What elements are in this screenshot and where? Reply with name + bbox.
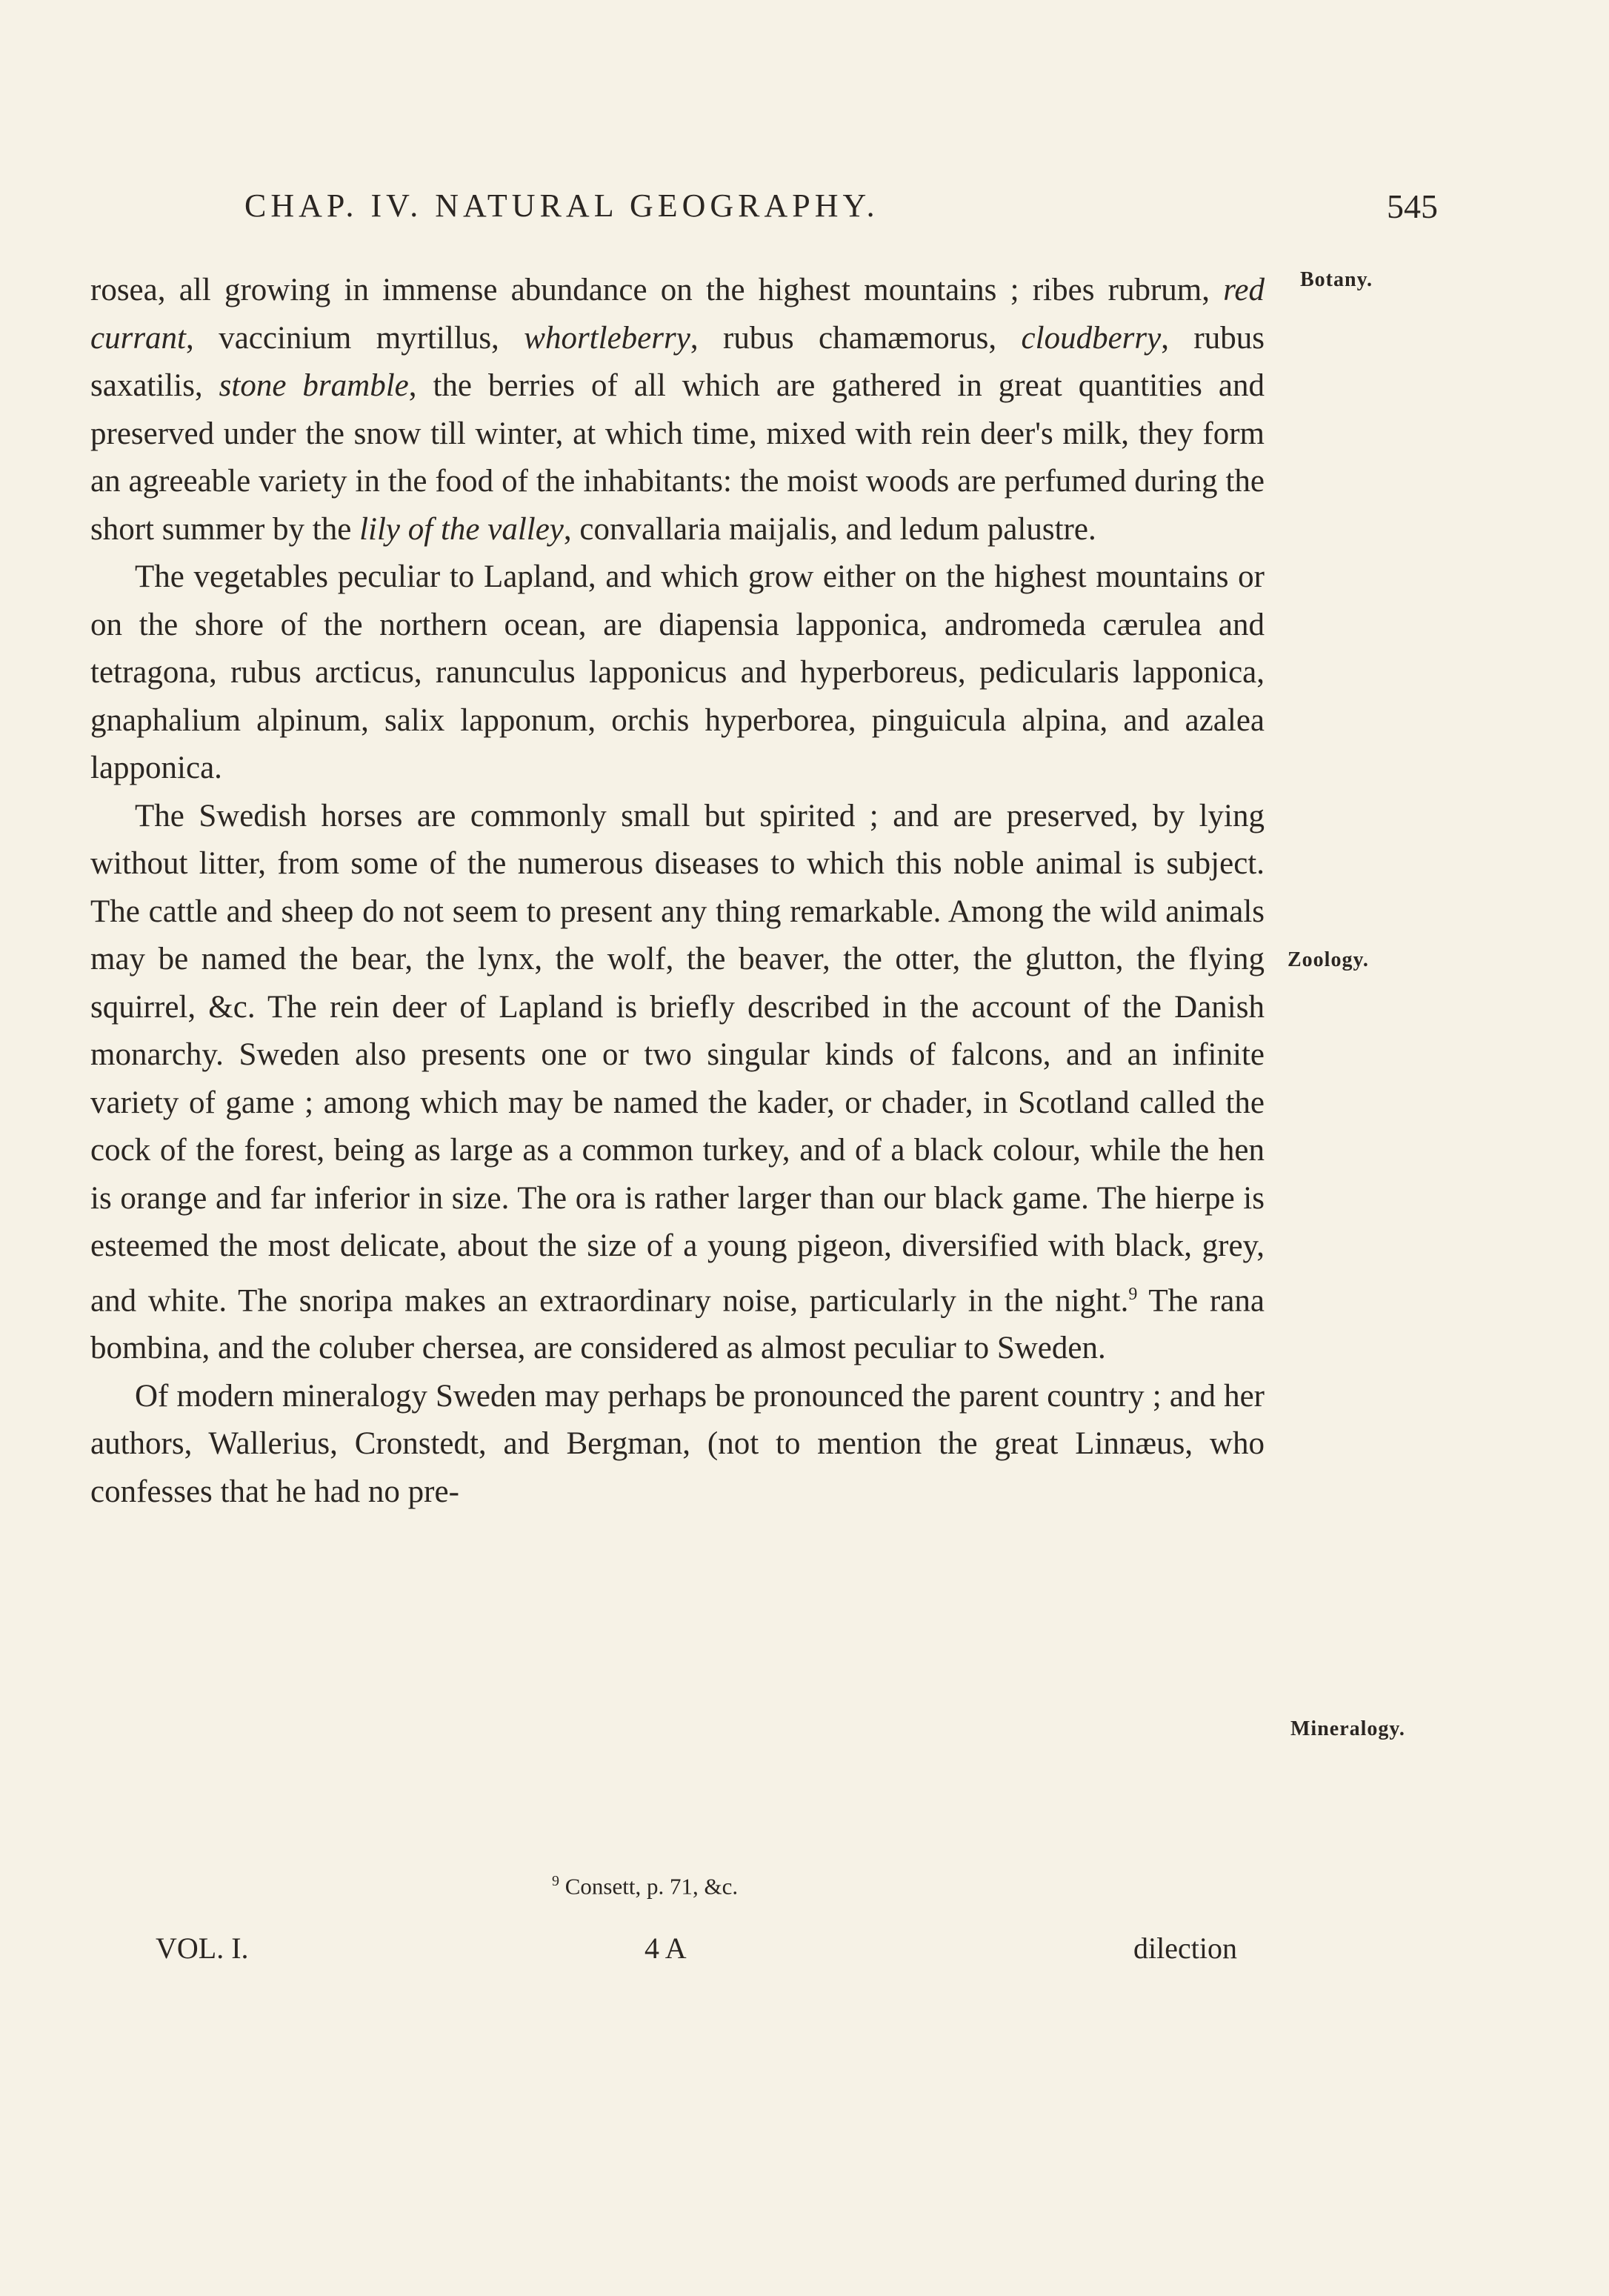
text-run: , convallaria maijalis, and ledum palustre.: [563, 511, 1096, 547]
text-run: The rana bombina, and the coluber chersea, are considered as almost peculiar to Sweden.: [90, 1282, 1265, 1366]
footnote-text: Consett, p. 71, &c.: [559, 1873, 739, 1900]
paragraph-lapland-vegetables: The vegetables peculiar to Lapland, and which grow either on the highest mountains or on the shore of the northern ocean, are diapensia lapponica, andromeda cærulea and tetragona, rubus arcticus, ranunculus lapponicus and hyperboreus, pedicularis lapponica, gnaphalium alpinum, salix lapponum, orchis hyperborea, pinguicula alpina, and azalea lapponica.: [90, 559, 1265, 785]
italic-term: cloudberry: [1021, 320, 1162, 356]
text-run: rosea, all growing in immense abundance on the highest mountains ; ribes rubrum,: [90, 273, 1224, 307]
italic-term: whortleberry: [524, 320, 690, 356]
margin-note-botany: Botany.: [1300, 268, 1373, 291]
running-head: CHAP. IV. NATURAL GEOGRAPHY.: [244, 187, 879, 224]
footnote-mark: 9: [552, 1873, 559, 1889]
paragraph-botany-continued: [90, 267, 1265, 553]
footnote-reference: 9: [1128, 1284, 1138, 1304]
text-run: , rubus chamæmorus,: [690, 320, 1022, 356]
page-number: 545: [1387, 187, 1438, 225]
margin-note-zoology: Zoology.: [1287, 948, 1369, 971]
catchword: dilection: [1133, 1931, 1237, 1965]
volume-label: VOL. I.: [156, 1931, 249, 1965]
paragraph-zoology: [90, 793, 1265, 1373]
italic-term: stone bramble: [219, 368, 409, 403]
body-text: [90, 267, 1265, 1516]
text-run: The Swedish horses are commonly small but spirited ; and are preserved, by lying without litter, from some of the numerous diseases to which this noble animal is subject. The cattle and sheep do not seem to present any thing remarkable. Among the wild animals may be named the bear, the lynx, the wolf, the beaver, the otter, the glutton, the flying squirrel, &c. The rein deer of Lapland is briefly described in the account of the Danish monarchy. Sweden also presents one or two singular kinds of falcons, and an infinite variety of game ; among which may be named the kader, or chader, in Scotland called the cock of the forest, being as large as a common turkey, and of a black colour, while the hen is orange and far inferior in size. The ora is rather larger than our black game. The hierpe is esteemed the most delicate, about the size of a young pigeon, diversified with black, grey, and white. The snoripa makes an extraordinary noise, particularly in the night.: [90, 798, 1265, 1318]
signature-mark: 4 A: [644, 1931, 687, 1965]
italic-term: lily of the valley: [359, 511, 564, 547]
italic-term: red currant: [90, 273, 1265, 356]
text-run: , rubus saxatilis,: [90, 320, 1265, 403]
paragraph-mineralogy: Of modern mineralogy Sweden may perhaps be pronounced the parent country ; and her authors, Wallerius, Cronstedt, and Bergman, (not to mention the great Linnæus, who confesses that he had no pre-: [90, 1378, 1265, 1509]
footnote: [552, 1873, 738, 1900]
text-run: , vaccinium myrtillus,: [186, 320, 524, 356]
margin-note-mineralogy: Mineralogy.: [1290, 1717, 1405, 1740]
text-run: , the berries of all which are gathered in great quantities and preserved under the snow till winter, at which time, mixed with rein deer's milk, they form an agreeable variety in the food of the inhabitants: the moist woods are perfumed during the short summer by the: [90, 368, 1265, 547]
